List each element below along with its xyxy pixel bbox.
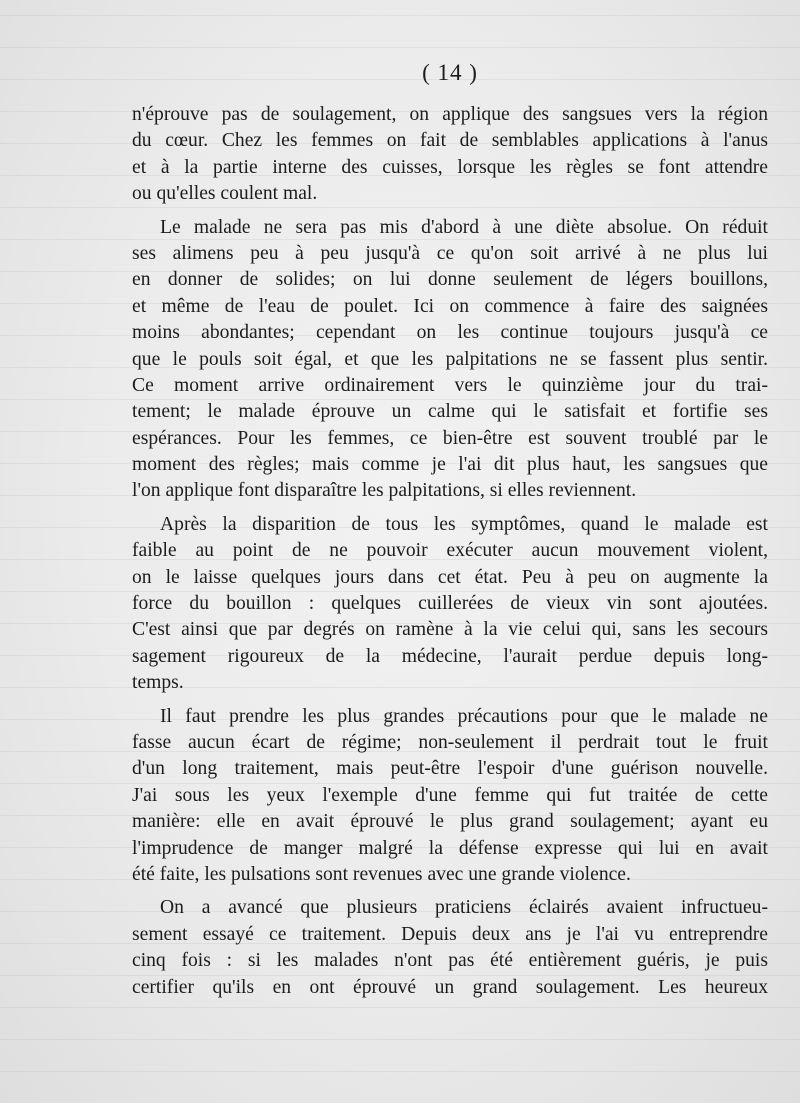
text-line: en donner de solides; on lui donne seulement de légers bouillons, (132, 269, 768, 291)
text-line: sement essayé ce traitement. Depuis deux ans je l'ai vu entreprendre (132, 923, 768, 945)
text-line: et même de l'eau de poulet. Ici on commence à faire des saignées (132, 295, 768, 317)
text-line: et à la partie interne des cuisses, lorsque les règles se font attendre (132, 156, 768, 178)
text-line: espérances. Pour les femmes, ce bien-être est souvent troublé par le (132, 427, 768, 449)
text-line: l'on applique font disparaître les palpitations, si elles reviennent. (132, 480, 637, 502)
paragraph-1 (132, 102, 768, 208)
paragraph-5 (132, 895, 768, 1001)
paragraph-3 (132, 512, 768, 697)
text-line: force du bouillon : quelques cuillerées de vieux vin sont ajoutées. (132, 593, 768, 615)
text-line: l'imprudence de manger malgré la défense expresse qui lui en avait (132, 837, 768, 859)
text-line: J'ai sous les yeux l'exemple d'une femme qui fut traitée de cette (132, 784, 768, 806)
text-line: été faite, les pulsations sont revenues avec une grande violence. (132, 863, 631, 885)
paragraph-2 (132, 215, 768, 505)
text-line: Il faut prendre les plus grandes précautions pour que le malade ne (160, 705, 768, 727)
text-line: fasse aucun écart de régime; non-seulement il perdrait tout le fruit (132, 731, 768, 753)
text-line: tement; le malade éprouve un calme qui le satisfait et fortifie ses (132, 401, 768, 423)
text-line: C'est ainsi que par degrés on ramène à la vie celui qui, sans les secours (132, 619, 768, 641)
text-line: certifier qu'ils en ont éprouvé un grand soulagement. Les heureux (132, 976, 768, 998)
paragraph-4 (132, 704, 768, 889)
text-line: cinq fois : si les malades n'ont pas été entièrement guéris, je puis (132, 950, 768, 972)
text-line: d'un long traitement, mais peut-être l'espoir d'une guérison nouvelle. (132, 758, 768, 780)
text-line: On a avancé que plusieurs praticiens éclairés avaient infructueu- (160, 897, 768, 919)
text-line: Ce moment arrive ordinairement vers le quinzième jour du trai- (132, 374, 768, 396)
text-line: sagement rigoureux de la médecine, l'aurait perdue depuis long- (132, 645, 768, 667)
text-line: Après la disparition de tous les symptômes, quand le malade est (160, 513, 768, 535)
text-line: Le malade ne sera pas mis d'abord à une diète absolue. On réduit (160, 216, 768, 238)
body-text (132, 102, 768, 1001)
text-line: moins abondantes; cependant on les continue toujours jusqu'à ce (132, 322, 768, 344)
text-line: faible au point de ne pouvoir exécuter aucun mouvement violent, (132, 540, 768, 562)
text-line: manière: elle en avait éprouvé le plus grand soulagement; ayant eu (132, 811, 768, 833)
text-line: du cœur. Chez les femmes on fait de semblables applications à l'anus (132, 130, 768, 152)
text-line: temps. (132, 672, 184, 694)
text-line: que le pouls soit égal, et que les palpitations ne se fassent plus sentir. (132, 348, 768, 370)
text-line: ou qu'elles coulent mal. (132, 183, 318, 205)
text-line: on le laisse quelques jours dans cet état. Peu à peu on augmente la (132, 566, 768, 588)
text-line: moment des règles; mais comme je l'ai dit plus haut, les sangsues que (132, 454, 768, 476)
text-line: n'éprouve pas de soulagement, on applique des sangsues vers la région (132, 104, 768, 125)
page-number: ( 14 ) (422, 60, 478, 85)
text-line: ses alimens peu à peu jusqu'à ce qu'on soit arrivé à ne plus lui (132, 242, 768, 264)
